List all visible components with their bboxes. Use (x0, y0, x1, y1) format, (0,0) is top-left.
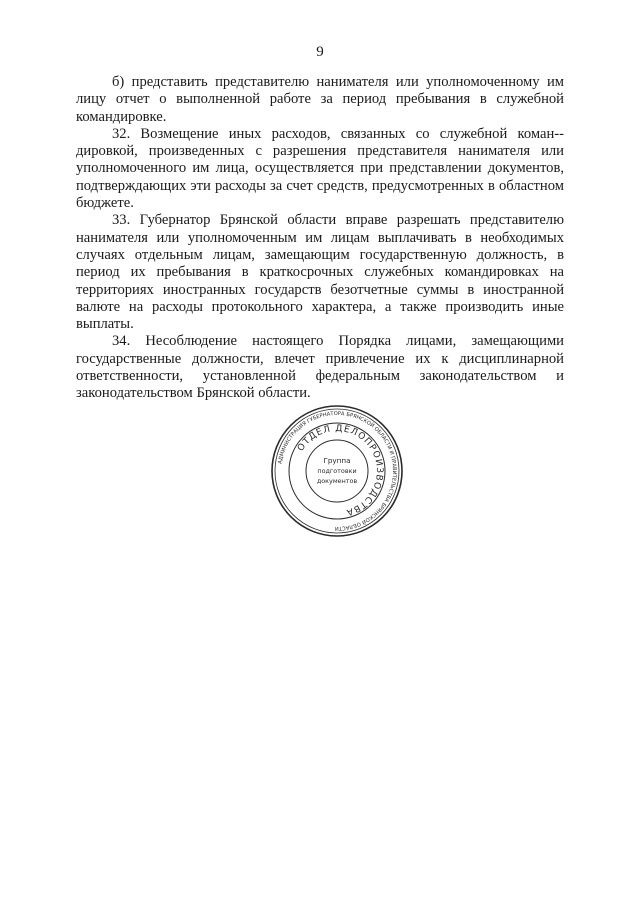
official-stamp (270, 404, 404, 538)
stamp-center-line2: подготовки (317, 467, 357, 475)
paragraph-32: 32. Возмещение иных расходов, связанных со служебной коман-дировкой, произведенных с разрешения представителя нанимателя или уполномоченного им лица, осуществляется при представлении документов, подтверждающих эти расходы за счет средств, предусмотренных в областном бюджете. (76, 125, 564, 212)
stamp-seal (270, 404, 404, 538)
paragraph-34: 34. Несоблюдение настоящего Порядка лицами, замещающими государственные должности, влечет привлечение их к дисциплинарной ответственности, установленной федеральным законодательством и законодательством Брянской области. (76, 333, 564, 402)
stamp-center-line1: Группа (323, 456, 351, 465)
stamp-outer-text: АДМИНИСТРАЦИЯ ГУБЕРНАТОРА БРЯНСКОЙ ОБЛАСТИ И ПРАВИТЕЛЬСТВА БРЯНСКОЙ ОБЛАСТИ (277, 410, 398, 532)
page-number: 9 (316, 44, 324, 60)
paragraph-b: б) представить представителю нанимателя или уполномоченному им лицу отчет о выполненной работе за период пребывания в служебной командировке. (76, 74, 564, 125)
paragraph-33: 33. Губернатор Брянской области вправе разрешать представителю нанимателя или уполномоченным им лицам выплачивать в необходимых случаях отдельным лицам, замещающим государственную должность, в период их пребывания в краткосрочных служебных командировках на территориях иностранных государств безотчетные суммы в иностранной валюте на расходы протокольного характера, а также производить иные выплаты. (76, 212, 564, 333)
stamp-center-line3: документов (316, 477, 358, 485)
stamp-ring-text: ОТДЕЛ ДЕЛОПРОИЗВОДСТВА (296, 423, 385, 518)
document-body (76, 74, 564, 403)
